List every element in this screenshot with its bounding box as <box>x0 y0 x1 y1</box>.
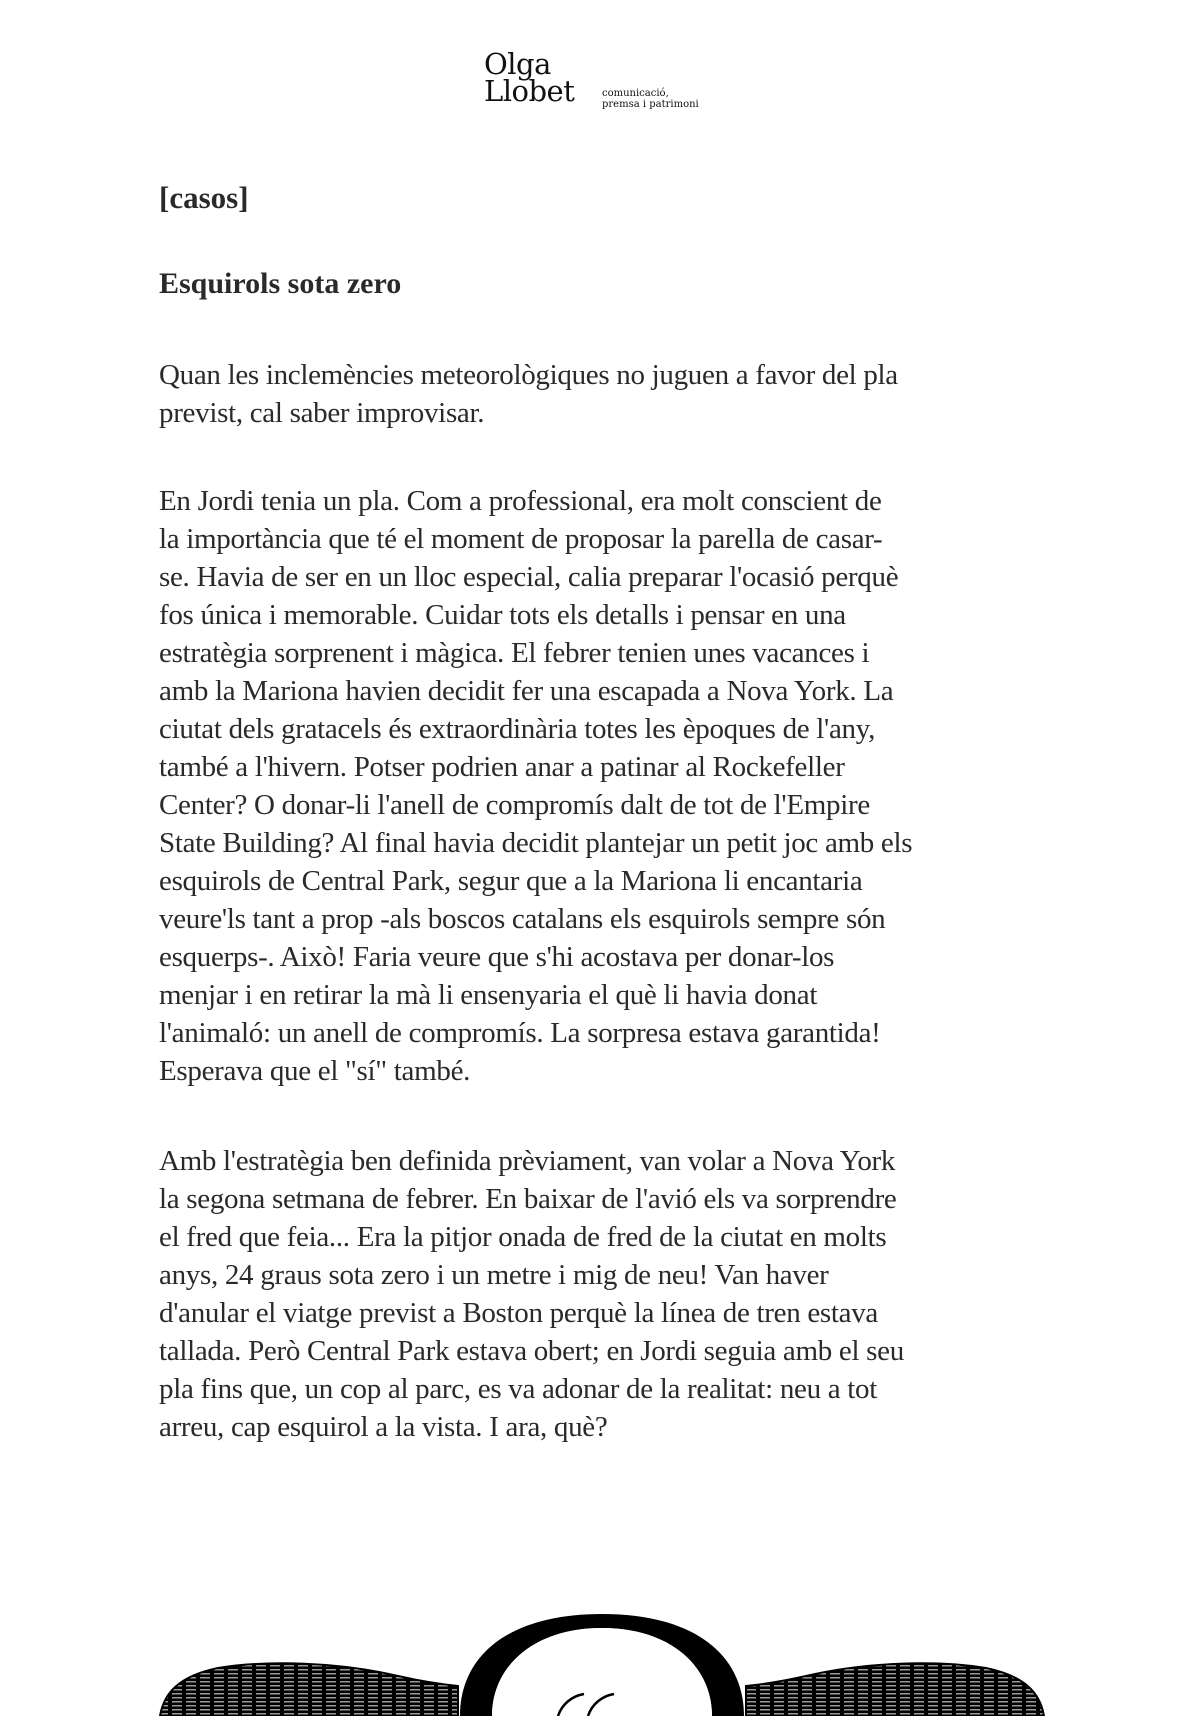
text-line: fos única i memorable. Cuidar tots els detalls i pensar en una <box>159 599 846 631</box>
text-line: arreu, cap esquirol a la vista. I ara, què? <box>159 1411 608 1443</box>
text-line: Esperava que el "sí" també. <box>159 1055 471 1087</box>
text-line: esquirols de Central Park, segur que a la Mariona li encantaria <box>159 865 863 897</box>
logo <box>484 47 724 122</box>
text-line: En Jordi tenia un pla. Com a professional, era molt conscient de <box>159 485 882 517</box>
paragraph-trip <box>159 1142 1059 1446</box>
text-line: tallada. Però Central Park estava obert; en Jordi seguia amb el seu <box>159 1335 904 1367</box>
paragraph-intro <box>159 356 1059 432</box>
winged-quote-emblem-icon <box>158 1596 1046 1716</box>
text-line: se. Havia de ser en un lloc especial, calia preparar l'ocasió perquè <box>159 561 899 593</box>
section-tag: [casos] <box>159 180 249 215</box>
text-line: estratègia sorprenent i màgica. El febrer tenien unes vacances i <box>159 637 870 669</box>
logo-tagline-line1: comunicació, <box>602 88 669 99</box>
paragraph-plan <box>159 482 1059 1090</box>
text-line: la importància que té el moment de proposar la parella de casar- <box>159 523 883 555</box>
text-line: esquerps-. Això! Faria veure que s'hi acostava per donar-los <box>159 941 835 973</box>
text-line: veure'ls tant a prop -als boscos catalans els esquirols sempre són <box>159 903 886 935</box>
logo-tagline-line2: premsa i patrimoni <box>602 99 699 110</box>
logo-wordmark <box>484 47 575 108</box>
logo-name-line2: Llobet <box>484 74 575 108</box>
text-line: Quan les inclemències meteorològiques no juguen a favor del pla <box>159 359 898 391</box>
text-line: pla fins que, un cop al parc, es va adonar de la realitat: neu a tot <box>159 1373 877 1405</box>
text-line: previst, cal saber improvisar. <box>159 397 485 429</box>
text-line: State Building? Al final havia decidit plantejar un petit joc amb els <box>159 827 913 859</box>
text-line: ciutat dels gratacels és extraordinària totes les èpoques de l'any, <box>159 713 876 745</box>
text-line: amb la Mariona havien decidit fer una escapada a Nova York. La <box>159 675 894 707</box>
text-line: anys, 24 graus sota zero i un metre i mig de neu! Van haver <box>159 1259 829 1291</box>
text-line: menjar i en retirar la mà li ensenyaria el què li havia donat <box>159 979 818 1011</box>
article-title: Esquirols sota zero <box>159 267 402 300</box>
text-line: Amb l'estratègia ben definida prèviament, van volar a Nova York <box>159 1145 896 1177</box>
text-line: també a l'hivern. Potser podrien anar a patinar al Rockefeller <box>159 751 845 783</box>
text-line: la segona setmana de febrer. En baixar de l'avió els va sorprendre <box>159 1183 897 1215</box>
text-line: d'anular el viatge previst a Boston perquè la línea de tren estava <box>159 1297 879 1329</box>
logo-tagline <box>602 88 699 110</box>
text-line: Center? O donar-li l'anell de compromís dalt de tot de l'Empire <box>159 789 870 821</box>
text-line: el fred que feia... Era la pitjor onada de fred de la ciutat en molts <box>159 1221 887 1253</box>
logo-name-line1: Olga <box>484 47 551 81</box>
text-line: l'animaló: un anell de compromís. La sorpresa estava garantida! <box>159 1017 881 1049</box>
